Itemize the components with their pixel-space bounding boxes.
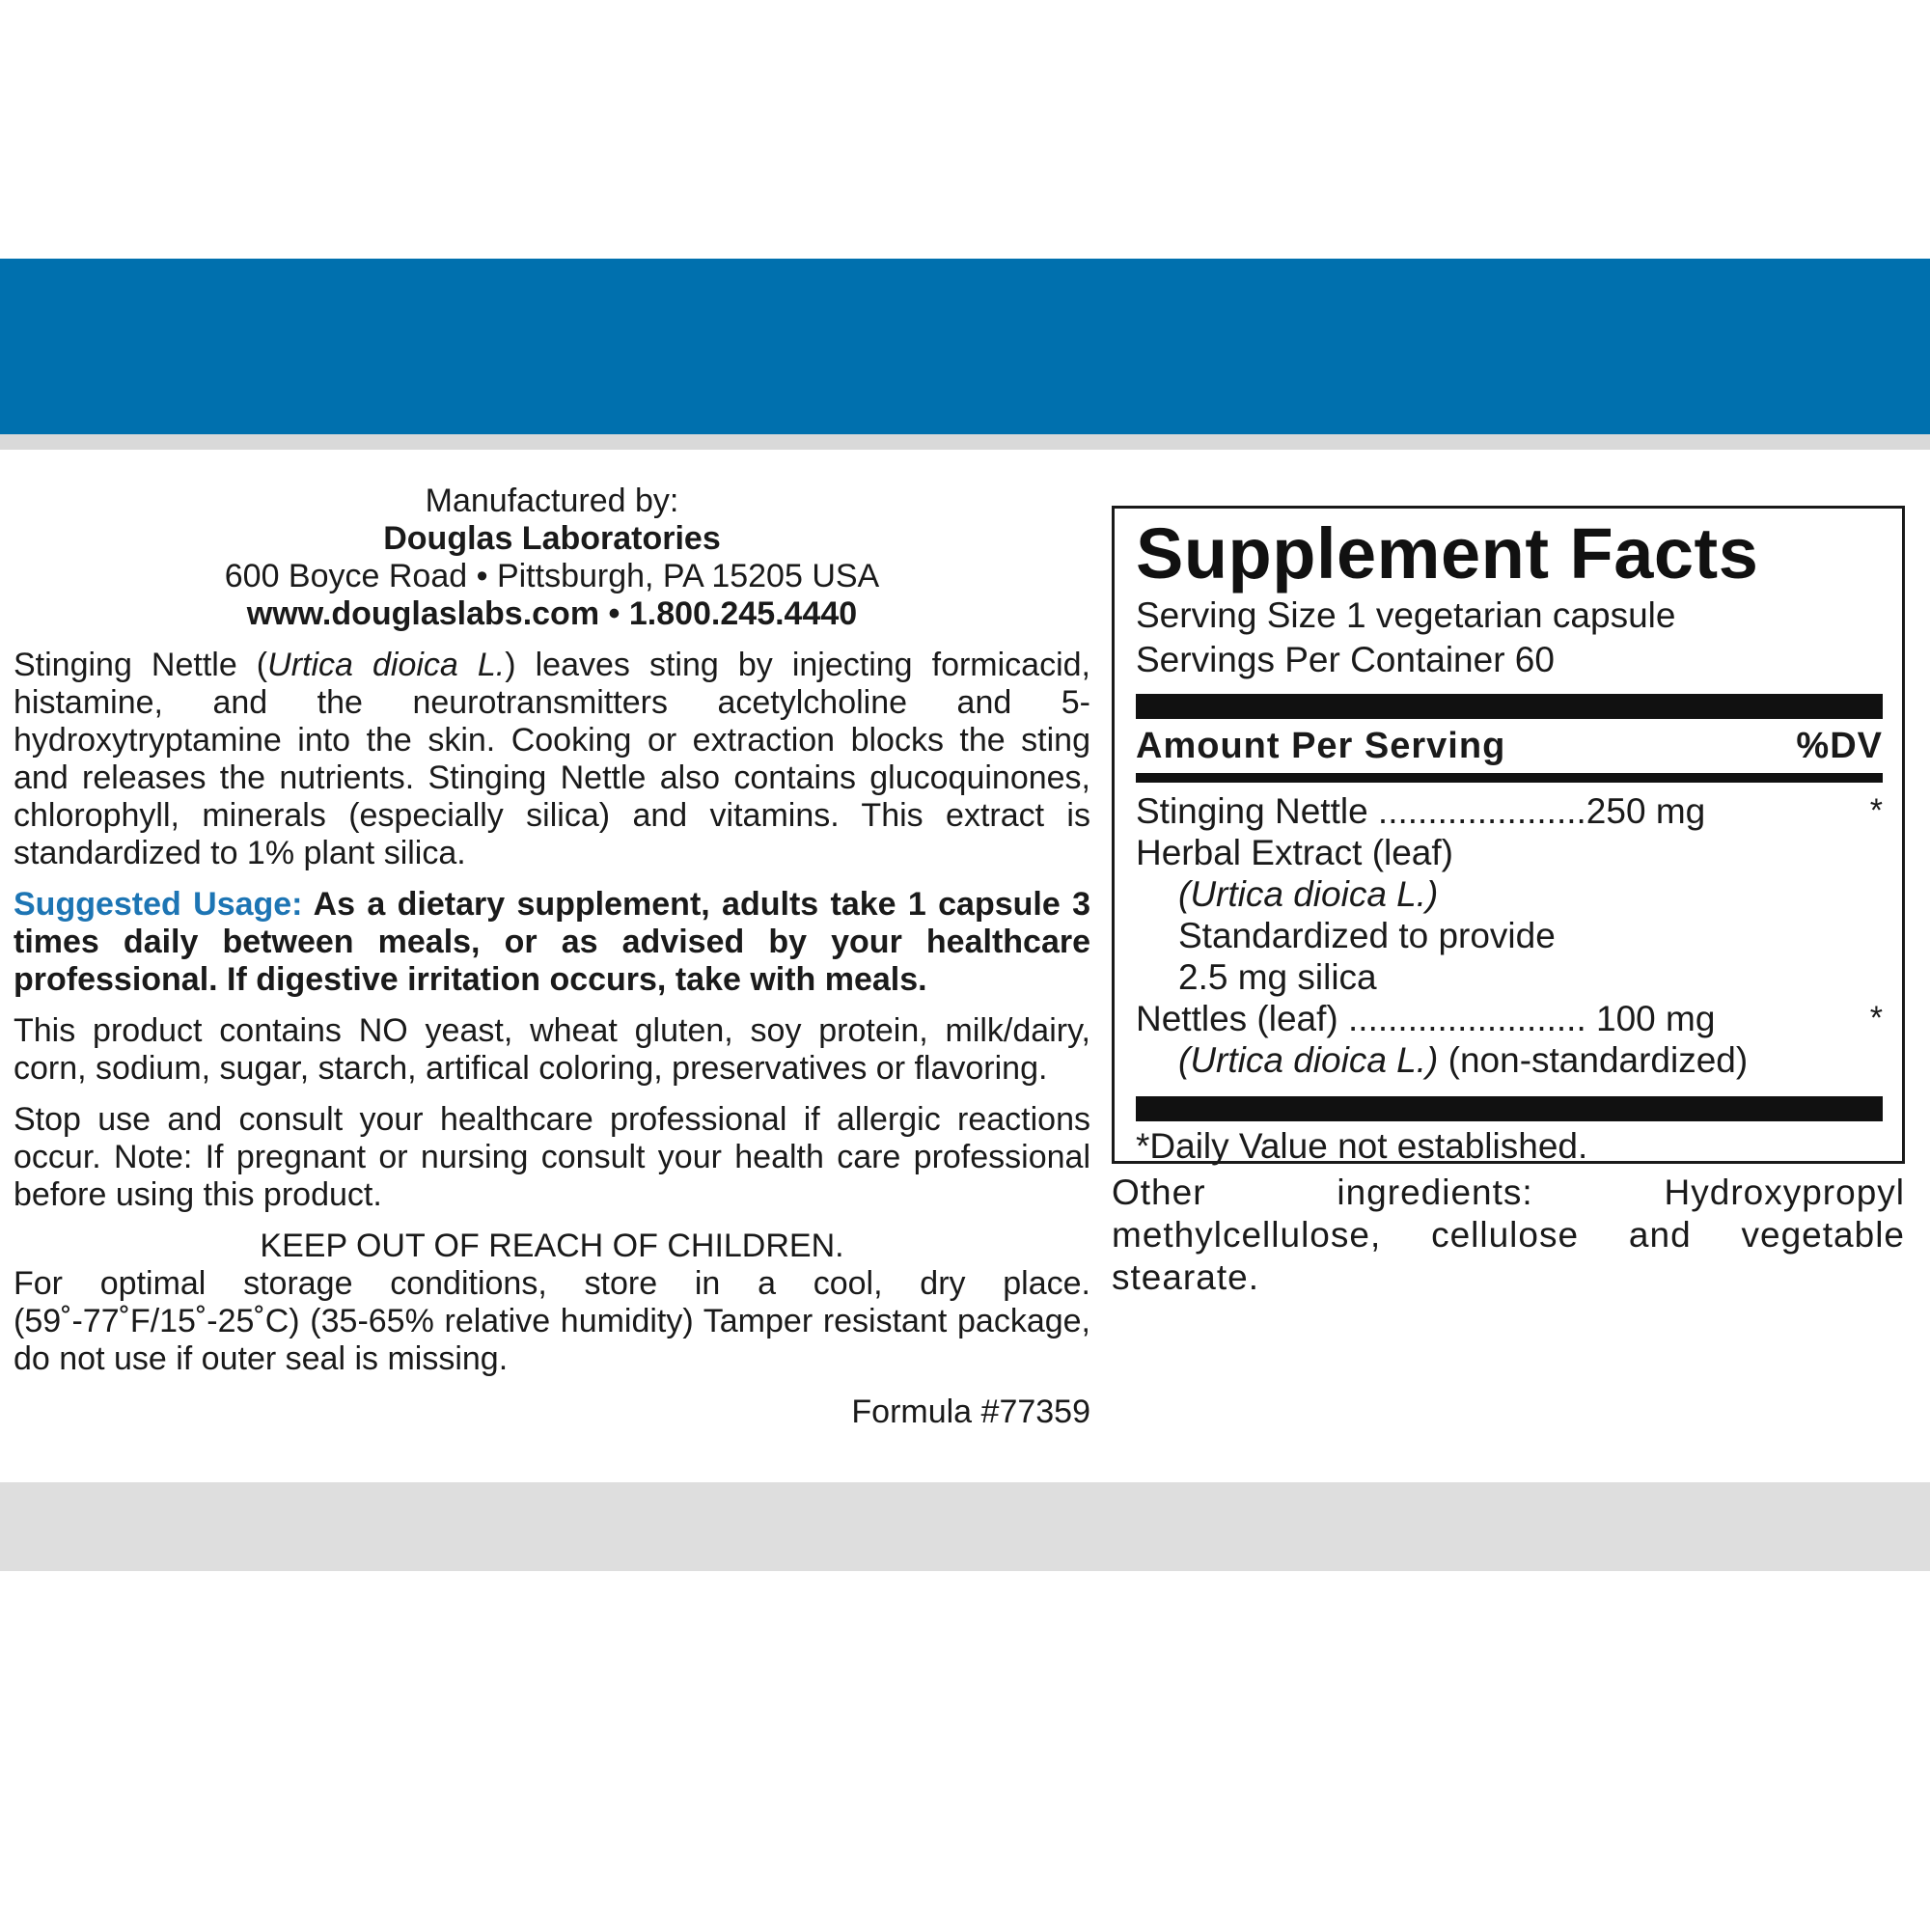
label-left-column xyxy=(14,483,1090,1431)
description-paragraph xyxy=(14,647,1090,872)
ingredient-standardization-amount: 2.5 mg silica xyxy=(1178,957,1377,997)
facts-thick-rule-bottom xyxy=(1136,1096,1883,1121)
manufacturer-address: 600 Boyce Road • Pittsburgh, PA 15205 USA xyxy=(224,558,880,594)
ingredient-latin-line xyxy=(1136,1039,1883,1081)
serving-size: Serving Size 1 vegetarian capsule xyxy=(1136,595,1676,635)
header-divider-strip xyxy=(0,434,1930,450)
manufacturer-block xyxy=(14,483,1090,633)
servings-per-container: Servings Per Container 60 xyxy=(1136,640,1555,679)
suggested-usage-paragraph xyxy=(14,886,1090,999)
facts-thick-rule-top xyxy=(1136,694,1883,719)
footer-gray-band xyxy=(0,1482,1930,1571)
facts-thin-rule xyxy=(1136,773,1883,783)
ingredient-note: (non-standardized) xyxy=(1438,1040,1749,1080)
amount-per-serving-header xyxy=(1136,719,1883,773)
manufacturer-label: Manufactured by: xyxy=(425,483,679,519)
header-color-band xyxy=(0,259,1930,434)
ingredient-dv: * xyxy=(1869,1000,1883,1036)
dv-column-label: %DV xyxy=(1796,725,1883,766)
storage-paragraph: For optimal storage conditions, store in a cool, dry place. (59˚-77˚F/15˚-25˚C) (35-65% relative humidity) Tamper resistant package, do not use if outer seal is missing. xyxy=(14,1265,1090,1377)
ingredient-name-amount: Nettles (leaf) ........................ 100 mg xyxy=(1136,999,1716,1038)
suggested-usage-label: Suggested Usage: xyxy=(14,886,303,923)
ingredient-dv: * xyxy=(1869,792,1883,829)
ingredient-latin-name: (Urtica dioica L.) xyxy=(1178,874,1439,914)
supplement-facts-panel xyxy=(1112,506,1905,1164)
supplement-facts-title: Supplement Facts xyxy=(1136,513,1759,593)
ingredient-subtitle: Herbal Extract (leaf) xyxy=(1136,833,1453,872)
daily-value-footnote: *Daily Value not established. xyxy=(1136,1126,1588,1166)
warning-paragraph: Stop use and consult your healthcare professional if allergic reactions occur. Note: If pregnant or nursing consult your health care professional before using this product. xyxy=(14,1101,1090,1213)
description-latin-name: Urtica dioica L. xyxy=(267,647,506,683)
ingredient-row-stinging-nettle xyxy=(1136,790,1883,832)
ingredient-name-amount: Stinging Nettle .....................250 mg xyxy=(1136,791,1706,831)
manufacturer-contact: www.douglaslabs.com • 1.800.245.4440 xyxy=(246,595,858,632)
free-from-paragraph: This product contains NO yeast, wheat gluten, soy protein, milk/dairy, corn, sodium, sugar, starch, artifical coloring, preservatives or flavoring. xyxy=(14,1012,1090,1087)
other-ingredients: Other ingredients: Hydroxypropyl methylcellulose, cellulose and vegetable stearate. xyxy=(1112,1173,1905,1297)
description-text-end: ) leaves sting by injecting formicacid, histamine, and the neurotransmitters acetylcholine and 5-hydroxytryptamine into the skin. Cooking or extraction blocks the sting and releases the nutrients. Stinging Nettle also contains glucoquinones, chlorophyll, minerals (especially silica) and vitamins. This extract is standardized to 1% plant silica. xyxy=(14,647,1091,871)
ingredient-latin-name: (Urtica dioica L.) xyxy=(1178,1040,1439,1080)
keep-out-of-reach-notice: KEEP OUT OF REACH OF CHILDREN. xyxy=(260,1228,844,1264)
description-text-start: Stinging Nettle ( xyxy=(14,647,268,683)
ingredient-standardization: Standardized to provide xyxy=(1178,916,1556,955)
manufacturer-name: Douglas Laboratories xyxy=(383,520,721,557)
ingredient-row-nettles xyxy=(1136,998,1883,1039)
suggested-usage-text: As a dietary supplement, adults take 1 capsule 3 times daily between meals, or as advised by your healthcare professional. If digestive irritation occurs, take with meals. xyxy=(14,886,1091,998)
formula-number: Formula #77359 xyxy=(851,1394,1090,1430)
amount-per-serving-label: Amount Per Serving xyxy=(1136,725,1506,766)
ingredients-list xyxy=(1136,783,1883,1096)
